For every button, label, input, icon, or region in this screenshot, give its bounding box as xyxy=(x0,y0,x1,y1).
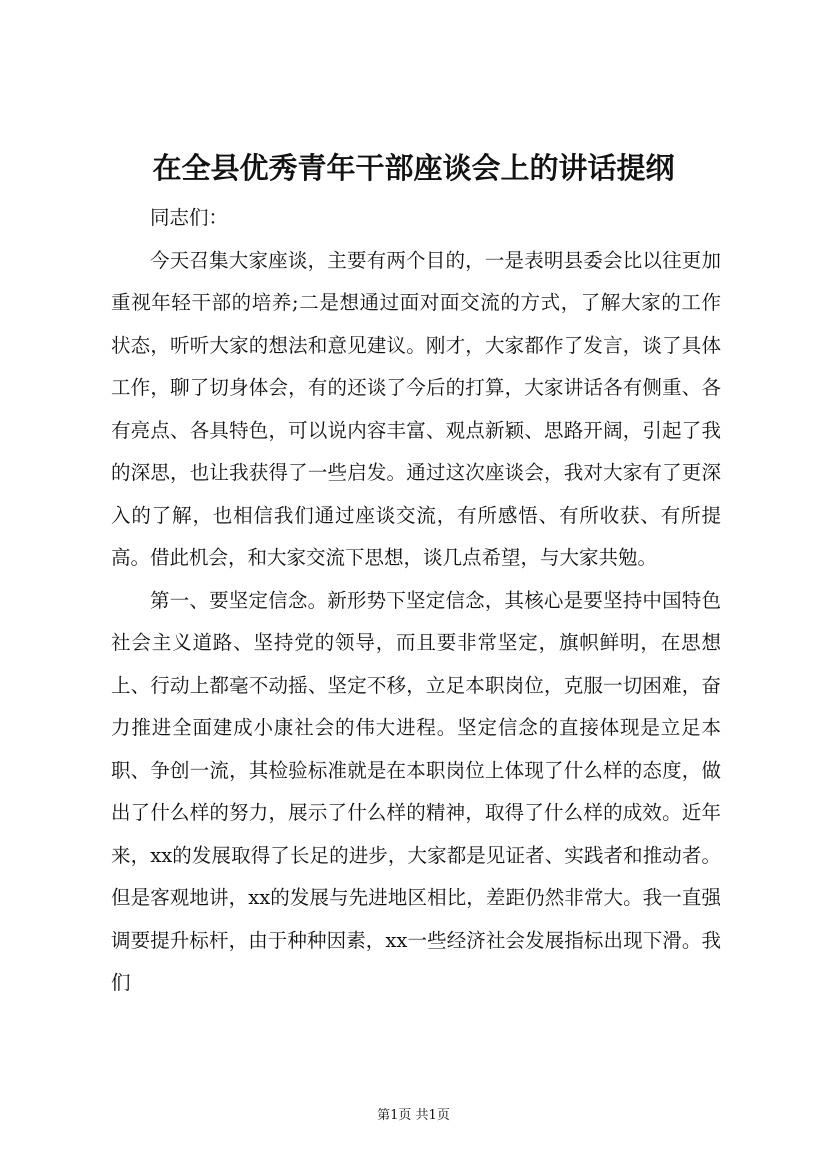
document-body xyxy=(111,197,721,1005)
page-footer xyxy=(0,1106,827,1126)
greeting: 同志们： xyxy=(150,206,229,229)
paragraph-first-point: 第一、要坚定信念。新形势下坚定信念，其核心是要坚持中国特色社会主义道路、坚持党的领导，而且要非常坚定，旗帜鲜明，在思想上、行动上都毫不动摇、坚定不移，立足本职岗位，克服一切困难，奋力推进全面建成小康社会的伟大进程。坚定信念的直接体现是立足本职、争创一流，其检验标准就是在本职岗位上体现了什么样的态度，做出了什么样的努力，展示了什么样的精神，取得了什么样的成效。近年来，xx的发展取得了长足的进步，大家都是见证者、实践者和推动者。但是客观地讲，xx的发展与先进地区相比，差距仍然非常大。我一直强调要提升标杆，由于种种因素，xx一些经济社会发展指标出现下滑。我们 xyxy=(111,588,721,994)
paragraph-intro: 今天召集大家座谈，主要有两个目的，一是表明县委会比以往更加重视年轻干部的培养;二是想通过面对面交流的方式，了解大家的工作状态，听听大家的想法和意见建议。刚才，大家都作了发言，谈了具体工作，聊了切身体会，有的还谈了今后的打算，大家讲话各有侧重、各有亮点、各具特色，可以说内容丰富、观点新颖、思路开阔，引起了我的深思，也让我获得了一些启发。通过这次座谈会，我对大家有了更深入的了解，也相信我们通过座谈交流，有所感悟、有所收获、有所提高。借此机会，和大家交流下思想，谈几点希望，与大家共勉。 xyxy=(111,248,721,569)
document-title: 在全县优秀青年干部座谈会上的讲话提纲 xyxy=(152,151,675,185)
page-number: 第1页 共1页 xyxy=(377,1108,450,1123)
